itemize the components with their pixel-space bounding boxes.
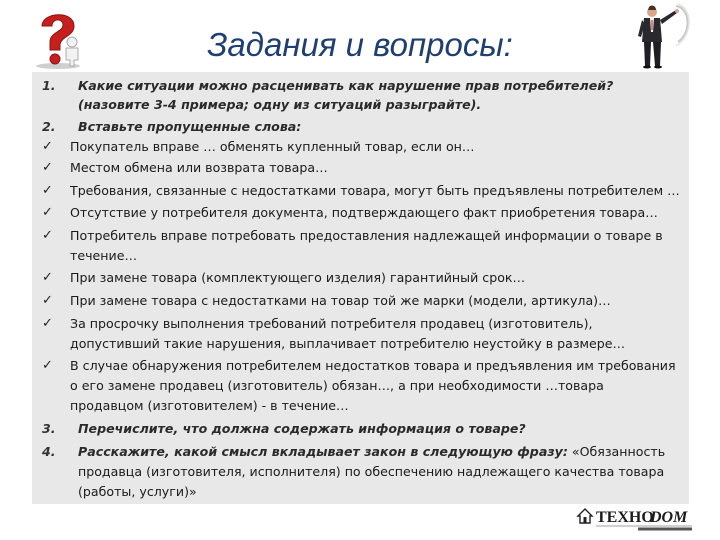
list-number: 4.	[42, 444, 56, 459]
question-text: Расскажите, какой смысл вкладывает закон в следующую фразу:	[78, 444, 568, 459]
list-item-text: В случае обнаружения потребителем недостатков товара и предъявления им требования	[70, 358, 676, 373]
list-number: 3.	[42, 421, 56, 436]
list-item-text: о его замене продавец (изготовитель) обязан…, а при необходимости …товара	[70, 378, 604, 393]
list-item-text: Перечислите, что должна содержать информация о товаре?	[78, 421, 526, 436]
checkmark-icon: ✓	[42, 160, 53, 175]
checkmark-icon: ✓	[42, 183, 53, 198]
list-item-text: Потребитель вправе потребовать предоставления надлежащей информации о товаре в	[70, 228, 663, 243]
list-item-text: течение…	[70, 248, 138, 263]
list-number: 1.	[42, 78, 56, 93]
logo	[576, 504, 698, 534]
list-item-text: продавцом (изготовителем) - в течение…	[70, 398, 349, 413]
list-item-text: Местом обмена или возврата товара…	[70, 160, 328, 175]
list-item-text: Какие ситуации можно расценивать как нарушение прав потребителей?	[78, 78, 614, 93]
logo-text-b: DOM	[650, 509, 688, 526]
list-item-text: Покупатель вправе … обменять купленный товар, если он…	[70, 139, 475, 154]
list-number: 2.	[42, 119, 56, 134]
list-item-text: Требования, связанные с недостатками товара, могут быть предъявлены потребителем …	[70, 183, 680, 198]
checkmark-icon: ✓	[42, 293, 53, 308]
quote-text: (работы, услуги)»	[78, 484, 197, 499]
list-item-text: При замене товара (комплектующего изделия) гарантийный срок…	[70, 270, 526, 285]
businessman-figure-icon	[632, 2, 694, 70]
list-item-text: За просрочку выполнения требований потребителя продавец (изготовитель),	[70, 316, 593, 331]
list-item-text: Отсутствие у потребителя документа, подтверждающего факт приобретения товара…	[70, 205, 658, 220]
checkmark-icon: ✓	[42, 139, 53, 154]
list-item-text: допустивший такие нарушения, выплачивает потребителю неустойку в размере…	[70, 336, 626, 351]
logo-text-a: TEXHO	[596, 509, 654, 526]
slide-title: Задания и вопросы:	[207, 26, 513, 63]
quote-text: продавца (изготовителя, исполнителя) по обеспечению надлежащего качества товара	[78, 464, 665, 479]
list-item-text: (назовите 3-4 примера; одну из ситуаций разыграйте).	[78, 97, 482, 112]
quote-text: «Обязанность	[567, 444, 666, 459]
list-item-text	[78, 442, 665, 461]
checkmark-icon: ✓	[42, 228, 53, 243]
question-mark-figure-icon	[28, 8, 88, 70]
checkmark-icon: ✓	[42, 358, 53, 373]
list-item-text: При замене товара с недостатками на товар той же марки (модели, артикула)…	[70, 293, 611, 308]
content-panel	[32, 72, 689, 504]
checkmark-icon: ✓	[42, 205, 53, 220]
checkmark-icon: ✓	[42, 316, 53, 331]
list-item-text: Вставьте пропущенные слова:	[78, 119, 302, 134]
house-icon	[578, 509, 592, 523]
checkmark-icon: ✓	[42, 270, 53, 285]
